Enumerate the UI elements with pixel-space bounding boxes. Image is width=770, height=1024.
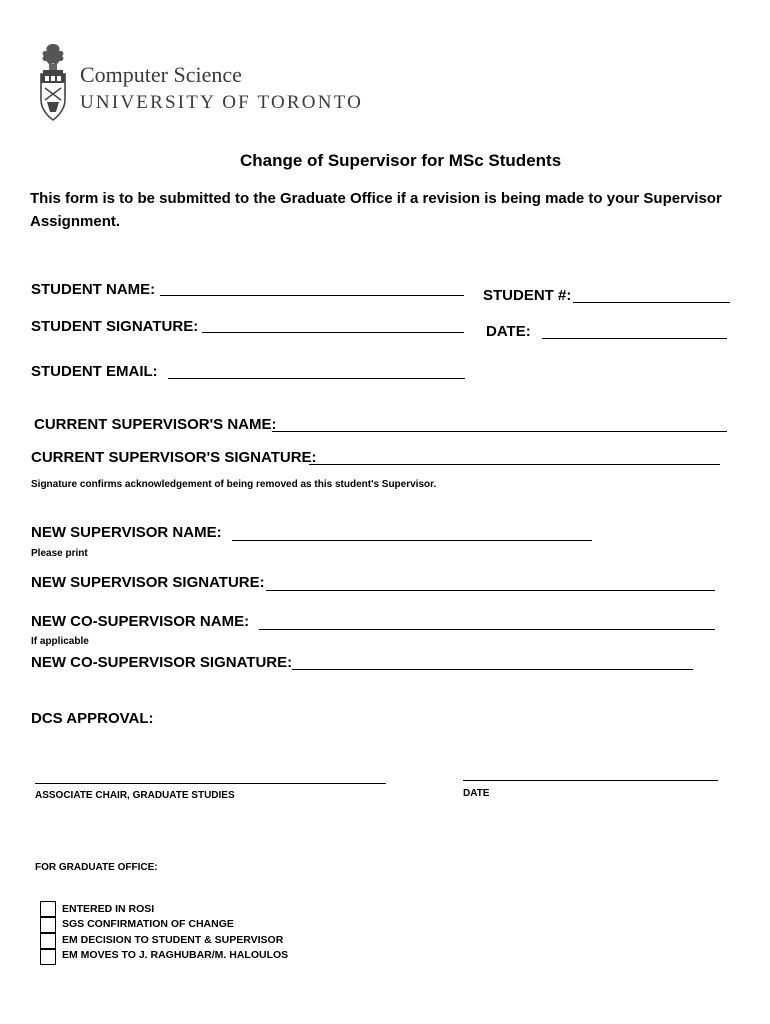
new-cosupervisor-signature-label: NEW CO-SUPERVISOR SIGNATURE:: [31, 654, 293, 671]
graduate-office-label: FOR GRADUATE OFFICE:: [35, 862, 158, 873]
checklist-item: EM MOVES TO J. RAGHUBAR/M. HALOULOS: [62, 949, 289, 961]
associate-chair-signature-field[interactable]: [35, 783, 386, 784]
checkbox-em-decision[interactable]: [40, 933, 56, 949]
approval-date-label: DATE: [463, 788, 490, 799]
if-applicable-note: If applicable: [31, 636, 89, 647]
new-cosupervisor-signature-field[interactable]: [292, 669, 693, 670]
date-label: DATE:: [486, 323, 531, 340]
university-crest-logo: [38, 42, 68, 126]
current-supervisor-name-label: CURRENT SUPERVISOR'S NAME:: [34, 416, 277, 433]
associate-chair-label: ASSOCIATE CHAIR, GRADUATE STUDIES: [35, 790, 235, 801]
new-supervisor-signature-field[interactable]: [266, 590, 715, 591]
student-number-field[interactable]: [573, 302, 730, 303]
department-name: Computer Science: [80, 62, 242, 87]
checkbox-em-moves[interactable]: [40, 949, 56, 965]
signature-note: Signature confirms acknowledgement of being removed as this student's Supervisor.: [31, 479, 437, 490]
university-name: UNIVERSITY OF TORONTO: [80, 92, 364, 113]
student-email-label: STUDENT EMAIL:: [31, 363, 158, 380]
student-number-label: STUDENT #:: [483, 287, 572, 304]
checklist-item: EM DECISION TO STUDENT & SUPERVISOR: [62, 934, 284, 946]
form-intro: This form is to be submitted to the Graduate Office if a revision is being made to your Supervisor Assignment.: [30, 190, 722, 230]
current-supervisor-signature-label: CURRENT SUPERVISOR'S SIGNATURE:: [31, 449, 317, 466]
new-supervisor-name-field[interactable]: [232, 540, 592, 541]
form-title: Change of Supervisor for MSc Students: [240, 151, 562, 170]
student-name-field[interactable]: [160, 295, 464, 296]
new-cosupervisor-name-label: NEW CO-SUPERVISOR NAME:: [31, 613, 250, 630]
checklist-item: SGS CONFIRMATION OF CHANGE: [62, 918, 234, 930]
new-cosupervisor-name-field[interactable]: [259, 629, 715, 630]
new-supervisor-signature-label: NEW SUPERVISOR SIGNATURE:: [31, 574, 265, 591]
checklist-item: ENTERED IN ROSI: [62, 903, 155, 915]
student-signature-label: STUDENT SIGNATURE:: [31, 318, 199, 335]
student-signature-field[interactable]: [202, 332, 464, 333]
new-supervisor-name-label: NEW SUPERVISOR NAME:: [31, 524, 222, 541]
current-supervisor-signature-field[interactable]: [309, 464, 720, 465]
checkbox-sgs-confirmation[interactable]: [40, 917, 56, 933]
please-print-note: Please print: [31, 548, 88, 559]
dcs-approval-label: DCS APPROVAL:: [31, 710, 154, 727]
checkbox-entered-in-rosi[interactable]: [40, 901, 56, 917]
student-name-label: STUDENT NAME:: [31, 281, 156, 298]
approval-date-field[interactable]: [463, 780, 718, 781]
student-email-field[interactable]: [168, 378, 465, 379]
current-supervisor-name-field[interactable]: [272, 431, 727, 432]
date-field[interactable]: [542, 338, 727, 339]
